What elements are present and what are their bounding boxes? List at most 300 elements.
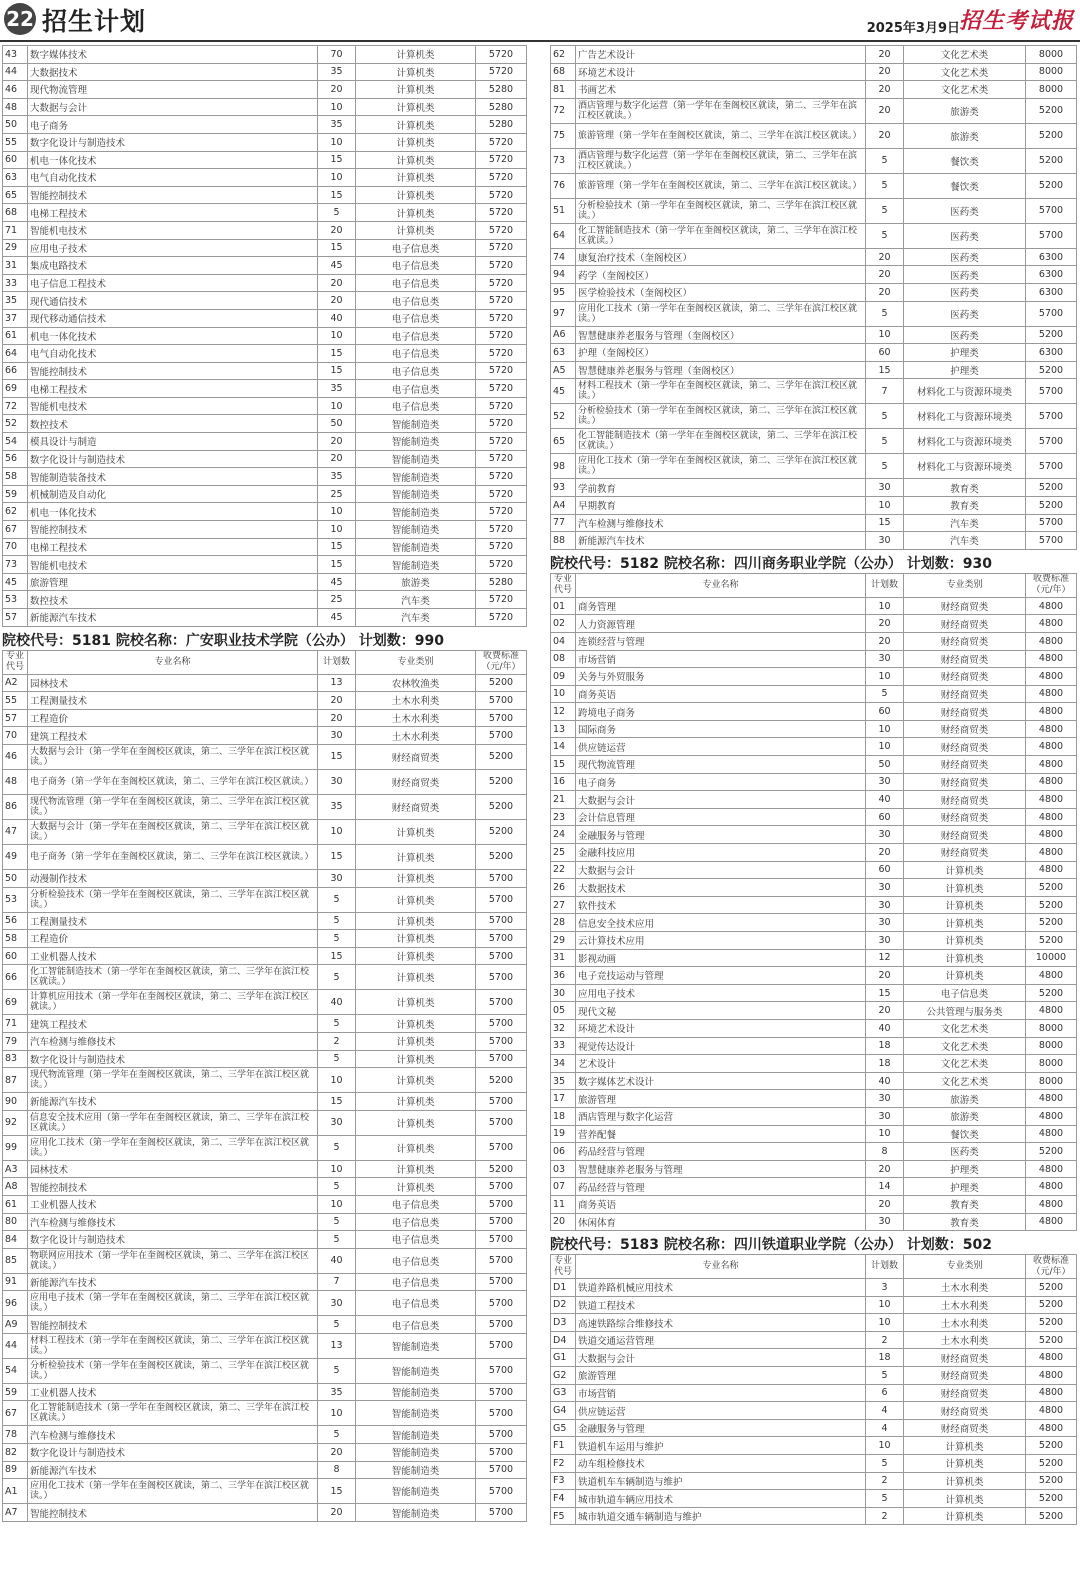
tuition-fee: 5720: [476, 556, 527, 574]
table-row: [3, 744, 527, 769]
major-category: 财经商贸类: [904, 791, 1026, 809]
major-code: 21: [551, 791, 576, 809]
tuition-fee: 5720: [476, 274, 527, 292]
major-name: 应用化工技术（第一学年在奎阁校区就读，第二、三学年在滨江校区就读。）: [576, 454, 866, 479]
table-row: [551, 932, 1077, 950]
tuition-fee: 5720: [476, 239, 527, 257]
table-row: [3, 1110, 527, 1135]
major-category: 计算机类: [356, 965, 476, 990]
table-row: [3, 1178, 527, 1196]
major-name: 电子商务（第一学年在奎阁校区就读，第二、三学年在滨江校区就读。）: [28, 844, 318, 869]
major-category: 计算机类: [356, 1178, 476, 1196]
table-row: [551, 1314, 1077, 1332]
major-code: F3: [551, 1472, 576, 1490]
tuition-fee: 5200: [1026, 496, 1077, 514]
major-code: 78: [3, 1426, 28, 1444]
table-row: [551, 301, 1077, 326]
major-name: 药学（奎阁校区）: [576, 266, 866, 284]
major-name: 大数据与会计: [28, 98, 318, 116]
tuition-fee: 5720: [476, 46, 527, 64]
tuition-fee: 5700: [476, 1231, 527, 1249]
plan-count: 20: [866, 844, 904, 862]
major-code: 09: [551, 668, 576, 686]
major-name: 现代移动通信技术: [28, 309, 318, 327]
table-row: [551, 1143, 1077, 1161]
tuition-fee: 5700: [476, 692, 527, 710]
major-name: 电梯工程技术: [28, 380, 318, 398]
major-name: 铁道工程技术: [576, 1296, 866, 1314]
major-name: 电气自动化技术: [28, 169, 318, 187]
major-name: 国际商务: [576, 720, 866, 738]
plan-count: 14: [866, 1178, 904, 1196]
plan-count: 20: [318, 1504, 356, 1522]
major-name: 早期教育: [576, 496, 866, 514]
tuition-fee: 5700: [1026, 223, 1077, 248]
table-row: [551, 266, 1077, 284]
major-name: 电子商务: [576, 773, 866, 791]
major-code: 30: [551, 984, 576, 1002]
major-code: 28: [551, 914, 576, 932]
plan-count: 50: [866, 756, 904, 774]
table-row: [3, 362, 527, 380]
major-name: 供应链运营: [576, 738, 866, 756]
tuition-fee: 4800: [1026, 1402, 1077, 1420]
major-code: 43: [3, 46, 28, 64]
major-name: 智能控制技术: [28, 362, 318, 380]
table-row: [551, 173, 1077, 198]
major-category: 计算机类: [356, 869, 476, 887]
major-name: 化工智能制造技术（第一学年在奎阁校区就读，第二、三学年在滨江校区就读。）: [28, 965, 318, 990]
major-code: 97: [551, 301, 576, 326]
major-category: 计算机类: [356, 1135, 476, 1160]
page-header: [0, 0, 1080, 40]
major-category: 计算机类: [356, 912, 476, 930]
table-row: [3, 930, 527, 948]
plan-count: 15: [318, 151, 356, 169]
table-row: [551, 650, 1077, 668]
table-row: [551, 826, 1077, 844]
table-row: [3, 397, 527, 415]
plan-count: 30: [318, 727, 356, 745]
tuition-fee: 5720: [476, 133, 527, 151]
plan-count: 10: [866, 668, 904, 686]
plan-count: 3: [866, 1279, 904, 1297]
right-column: [550, 45, 1076, 1525]
major-category: 财经商贸类: [904, 826, 1026, 844]
table-row: [551, 248, 1077, 266]
major-category: 智能制造类: [356, 1401, 476, 1426]
plan-count: 35: [318, 1383, 356, 1401]
plan-count: 4: [866, 1419, 904, 1437]
plan-count: 5: [318, 1213, 356, 1231]
plan-count: 5: [318, 887, 356, 912]
table-row: [551, 738, 1077, 756]
tuition-fee: 4800: [1026, 1384, 1077, 1402]
plan-count: 10: [318, 1195, 356, 1213]
major-name: 高速铁路综合维修技术: [576, 1314, 866, 1332]
major-name: 营养配餐: [576, 1125, 866, 1143]
header-name: 专业名称: [576, 1255, 866, 1279]
major-code: 67: [3, 1401, 28, 1426]
major-category: 智能制造类: [356, 1504, 476, 1522]
tuition-fee: 5720: [476, 538, 527, 556]
major-code: 68: [3, 204, 28, 222]
plan-count: 40: [866, 791, 904, 809]
continued-table-left: [2, 45, 527, 627]
major-name: 物联网应用技术（第一学年在奎阁校区就读，第二、三学年在滨江校区就读。）: [28, 1248, 318, 1273]
tuition-fee: 5700: [476, 1178, 527, 1196]
table-row: [551, 223, 1077, 248]
plan-count: 15: [318, 744, 356, 769]
table-row: [551, 1160, 1077, 1178]
major-category: 财经商贸类: [904, 1419, 1026, 1437]
major-category: 财经商贸类: [904, 1367, 1026, 1385]
major-name: 智能制造装备技术: [28, 468, 318, 486]
table-row: [3, 239, 527, 257]
major-category: 教育类: [904, 1213, 1026, 1231]
tuition-fee: 5700: [476, 1273, 527, 1291]
major-name: 工程造价: [28, 709, 318, 727]
header-fee: 收费标准（元/年）: [476, 650, 527, 674]
major-name: 园林技术: [28, 1160, 318, 1178]
table-row: [551, 967, 1077, 985]
tuition-fee: 4800: [1026, 1419, 1077, 1437]
major-code: 02: [551, 615, 576, 633]
plan-count: 70: [318, 46, 356, 64]
major-code: 60: [3, 151, 28, 169]
tuition-fee: 5700: [476, 1050, 527, 1068]
table-row: [3, 186, 527, 204]
table-row: [551, 632, 1077, 650]
major-code: 72: [551, 98, 576, 123]
table-row: [551, 514, 1077, 532]
table-row: [3, 1444, 527, 1462]
major-code: 70: [3, 727, 28, 745]
tuition-fee: 5720: [476, 521, 527, 539]
plan-count: 30: [318, 869, 356, 887]
major-name: 工程造价: [28, 930, 318, 948]
major-name: 分析检验技术（第一学年在奎阁校区就读，第二、三学年在滨江校区就读。）: [576, 198, 866, 223]
major-code: 70: [3, 538, 28, 556]
major-category: 农林牧渔类: [356, 674, 476, 692]
major-category: 计算机类: [356, 116, 476, 134]
plan-count: 15: [318, 844, 356, 869]
table-row: [3, 292, 527, 310]
tuition-fee: 5200: [1026, 1437, 1077, 1455]
major-code: A3: [3, 1160, 28, 1178]
plan-count: 2: [866, 1472, 904, 1490]
plan-count: 15: [318, 362, 356, 380]
major-name: 智能控制技术: [28, 1504, 318, 1522]
major-code: 22: [551, 861, 576, 879]
tuition-fee: 5200: [476, 819, 527, 844]
table-row: [3, 257, 527, 275]
plan-count: 60: [866, 861, 904, 879]
plan-count: 5: [866, 1490, 904, 1508]
major-name: 应用电子技术（第一学年在奎阁校区就读，第二、三学年在滨江校区就读。）: [28, 1291, 318, 1316]
table-row: [3, 1401, 527, 1426]
major-name: 智能机电技术: [28, 221, 318, 239]
major-category: 财经商贸类: [904, 756, 1026, 774]
plan-count: 30: [866, 1213, 904, 1231]
plan-count: 10: [866, 1314, 904, 1332]
plan-count: 13: [318, 674, 356, 692]
major-category: 计算机类: [356, 186, 476, 204]
major-category: 电子信息类: [356, 309, 476, 327]
major-name: 旅游管理: [576, 1090, 866, 1108]
table-row: [551, 1384, 1077, 1402]
major-code: 10: [551, 685, 576, 703]
continued-table-right: [550, 45, 1077, 550]
table-row: [3, 573, 527, 591]
plan-count: 10: [318, 169, 356, 187]
major-category: 智能制造类: [356, 538, 476, 556]
tuition-fee: 5200: [1026, 1490, 1077, 1508]
major-name: 商务管理: [576, 597, 866, 615]
table-row: [3, 1231, 527, 1249]
tuition-fee: 5720: [476, 204, 527, 222]
table-row: [551, 844, 1077, 862]
major-name: 康复治疗技术（奎阁校区）: [576, 248, 866, 266]
major-category: 计算机类: [904, 896, 1026, 914]
table-row: [3, 692, 527, 710]
table-row: [3, 1248, 527, 1273]
major-code: 01: [551, 597, 576, 615]
major-category: 计算机类: [356, 169, 476, 187]
major-code: 57: [3, 709, 28, 727]
major-code: 37: [3, 309, 28, 327]
major-name: 会计信息管理: [576, 808, 866, 826]
tuition-fee: 5720: [476, 503, 527, 521]
major-name: 现代通信技术: [28, 292, 318, 310]
plan-count: 10: [318, 327, 356, 345]
major-code: A7: [3, 1504, 28, 1522]
table-row: [551, 1002, 1077, 1020]
tuition-fee: 5200: [1026, 932, 1077, 950]
tuition-fee: 5700: [476, 1401, 527, 1426]
tuition-fee: 5200: [1026, 123, 1077, 148]
major-category: 财经商贸类: [904, 668, 1026, 686]
publication-date: 2025年3月9日: [866, 21, 960, 36]
major-name: 环境艺术设计: [576, 63, 866, 81]
tuition-fee: 5720: [476, 362, 527, 380]
plan-count: 10: [318, 521, 356, 539]
major-name: 连锁经营与管理: [576, 632, 866, 650]
tuition-fee: 5700: [476, 1291, 527, 1316]
major-category: 电子信息类: [356, 1316, 476, 1334]
major-category: 医药类: [904, 326, 1026, 344]
major-name: 智慧健康养老服务与管理: [576, 1160, 866, 1178]
major-name: 酒店管理与数字化运营（第一学年在奎阁校区就读，第二、三学年在滨江校区就读。）: [576, 98, 866, 123]
tuition-fee: 5700: [476, 727, 527, 745]
table-row: [3, 1050, 527, 1068]
major-category: 智能制造类: [356, 1444, 476, 1462]
tuition-fee: 5200: [476, 674, 527, 692]
major-category: 电子信息类: [356, 1273, 476, 1291]
major-category: 计算机类: [904, 1490, 1026, 1508]
school-5182-table: [550, 573, 1077, 1231]
major-category: 计算机类: [356, 133, 476, 151]
table-row: [3, 1358, 527, 1383]
table-header-row: [551, 573, 1077, 597]
major-name: 动车组检修技术: [576, 1455, 866, 1473]
major-code: 84: [3, 1231, 28, 1249]
table-row: [551, 532, 1077, 550]
plan-count: 30: [866, 1107, 904, 1125]
tuition-fee: 5700: [476, 1093, 527, 1111]
tuition-fee: 8000: [1026, 1019, 1077, 1037]
plan-count: 50: [318, 415, 356, 433]
major-code: 55: [3, 133, 28, 151]
major-code: 81: [551, 81, 576, 99]
tuition-fee: 4800: [1026, 668, 1077, 686]
tuition-fee: 4800: [1026, 738, 1077, 756]
major-name: 旅游管理: [576, 1367, 866, 1385]
major-category: 计算机类: [904, 967, 1026, 985]
plan-count: 10: [866, 720, 904, 738]
major-category: 公共管理与服务类: [904, 1002, 1026, 1020]
major-category: 电子信息类: [356, 257, 476, 275]
major-code: 80: [3, 1213, 28, 1231]
major-category: 餐饮类: [904, 148, 1026, 173]
major-code: 61: [3, 327, 28, 345]
table-row: [3, 81, 527, 99]
major-name: 城市轨道车辆应用技术: [576, 1490, 866, 1508]
header-divider: [0, 40, 1080, 42]
major-code: 56: [3, 450, 28, 468]
major-category: 医药类: [904, 198, 1026, 223]
major-category: 汽车类: [356, 609, 476, 627]
header-code: 专业代号: [551, 1255, 576, 1279]
major-code: G3: [551, 1384, 576, 1402]
major-category: 计算机类: [356, 947, 476, 965]
tuition-fee: 5700: [476, 1479, 527, 1504]
tuition-fee: 5200: [1026, 896, 1077, 914]
major-name: 机电一体化技术: [28, 327, 318, 345]
plan-count: 5: [866, 1455, 904, 1473]
plan-count: 10: [866, 1125, 904, 1143]
tuition-fee: 8000: [1026, 81, 1077, 99]
major-name: 智慧健康养老服务与管理（奎阁校区）: [576, 326, 866, 344]
plan-count: 60: [866, 703, 904, 721]
plan-count: 20: [866, 615, 904, 633]
plan-count: 13: [318, 1333, 356, 1358]
tuition-fee: 4800: [1026, 756, 1077, 774]
plan-count: 20: [318, 433, 356, 451]
table-row: [551, 861, 1077, 879]
major-category: 文化艺术类: [904, 1072, 1026, 1090]
major-code: 74: [551, 248, 576, 266]
plan-count: 20: [866, 1160, 904, 1178]
major-category: 计算机类: [356, 930, 476, 948]
header-code: 专业代号: [3, 650, 28, 674]
major-category: 智能制造类: [356, 1426, 476, 1444]
major-code: 85: [3, 1248, 28, 1273]
table-row: [3, 709, 527, 727]
major-code: 31: [3, 257, 28, 275]
table-row: [551, 791, 1077, 809]
major-code: A4: [551, 496, 576, 514]
table-row: [3, 485, 527, 503]
major-category: 电子信息类: [356, 1213, 476, 1231]
major-code: G2: [551, 1367, 576, 1385]
major-name: 药品经营与管理: [576, 1143, 866, 1161]
tuition-fee: 5200: [1026, 1455, 1077, 1473]
plan-count: 30: [866, 532, 904, 550]
major-code: 11: [551, 1195, 576, 1213]
plan-count: 20: [866, 46, 904, 64]
plan-count: 20: [866, 266, 904, 284]
table-row: [3, 1291, 527, 1316]
major-code: D1: [551, 1279, 576, 1297]
major-code: 56: [3, 912, 28, 930]
plan-count: 12: [866, 949, 904, 967]
major-category: 土木水利类: [356, 727, 476, 745]
major-category: 材料化工与资源环境类: [904, 379, 1026, 404]
header-fee: 收费标准（元/年）: [1026, 1255, 1077, 1279]
major-code: G4: [551, 1402, 576, 1420]
tuition-fee: 4800: [1026, 632, 1077, 650]
table-row: [3, 221, 527, 239]
major-name: 工业机器人技术: [28, 1195, 318, 1213]
plan-count: 15: [318, 239, 356, 257]
major-name: 云计算技术应用: [576, 932, 866, 950]
table-row: [551, 1402, 1077, 1420]
table-row: [551, 81, 1077, 99]
major-name: 医学检验技术（奎阁校区）: [576, 283, 866, 301]
plan-count: 20: [866, 283, 904, 301]
major-name: 材料工程技术（第一学年在奎阁校区就读，第二、三学年在滨江校区就读。）: [576, 379, 866, 404]
tuition-fee: 6300: [1026, 266, 1077, 284]
major-category: 智能制造类: [356, 1383, 476, 1401]
major-category: 财经商贸类: [356, 769, 476, 794]
tuition-fee: 6300: [1026, 344, 1077, 362]
school-5183-title: 院校代号：5183 院校名称：四川铁道职业学院（公办） 计划数：502: [550, 1237, 992, 1254]
major-category: 计算机类: [356, 1050, 476, 1068]
major-category: 文化艺术类: [904, 1019, 1026, 1037]
major-name: 模具设计与制造: [28, 433, 318, 451]
plan-count: 5: [866, 301, 904, 326]
plan-count: 5: [318, 1135, 356, 1160]
major-code: 69: [3, 380, 28, 398]
table-row: [3, 415, 527, 433]
plan-count: 15: [866, 984, 904, 1002]
major-category: 计算机类: [904, 1472, 1026, 1490]
major-category: 财经商贸类: [904, 597, 1026, 615]
major-code: 08: [551, 650, 576, 668]
tuition-fee: 5720: [476, 63, 527, 81]
major-name: 智慧健康养老服务与管理（奎阁校区）: [576, 361, 866, 379]
major-category: 财经商贸类: [904, 808, 1026, 826]
major-code: 44: [3, 1333, 28, 1358]
major-category: 财经商贸类: [904, 1402, 1026, 1420]
tuition-fee: 5700: [476, 869, 527, 887]
major-category: 计算机类: [356, 1093, 476, 1111]
major-name: 学前教育: [576, 479, 866, 497]
major-code: 44: [3, 63, 28, 81]
table-row: [551, 668, 1077, 686]
plan-count: 5: [866, 173, 904, 198]
major-name: 汽车检测与维修技术: [576, 514, 866, 532]
major-code: 50: [3, 116, 28, 134]
tuition-fee: 4800: [1026, 1002, 1077, 1020]
tuition-fee: 5700: [476, 1248, 527, 1273]
tuition-fee: 5700: [476, 1444, 527, 1462]
tuition-fee: 4800: [1026, 720, 1077, 738]
table-row: [551, 496, 1077, 514]
major-code: 50: [3, 869, 28, 887]
major-name: 工程测量技术: [28, 692, 318, 710]
